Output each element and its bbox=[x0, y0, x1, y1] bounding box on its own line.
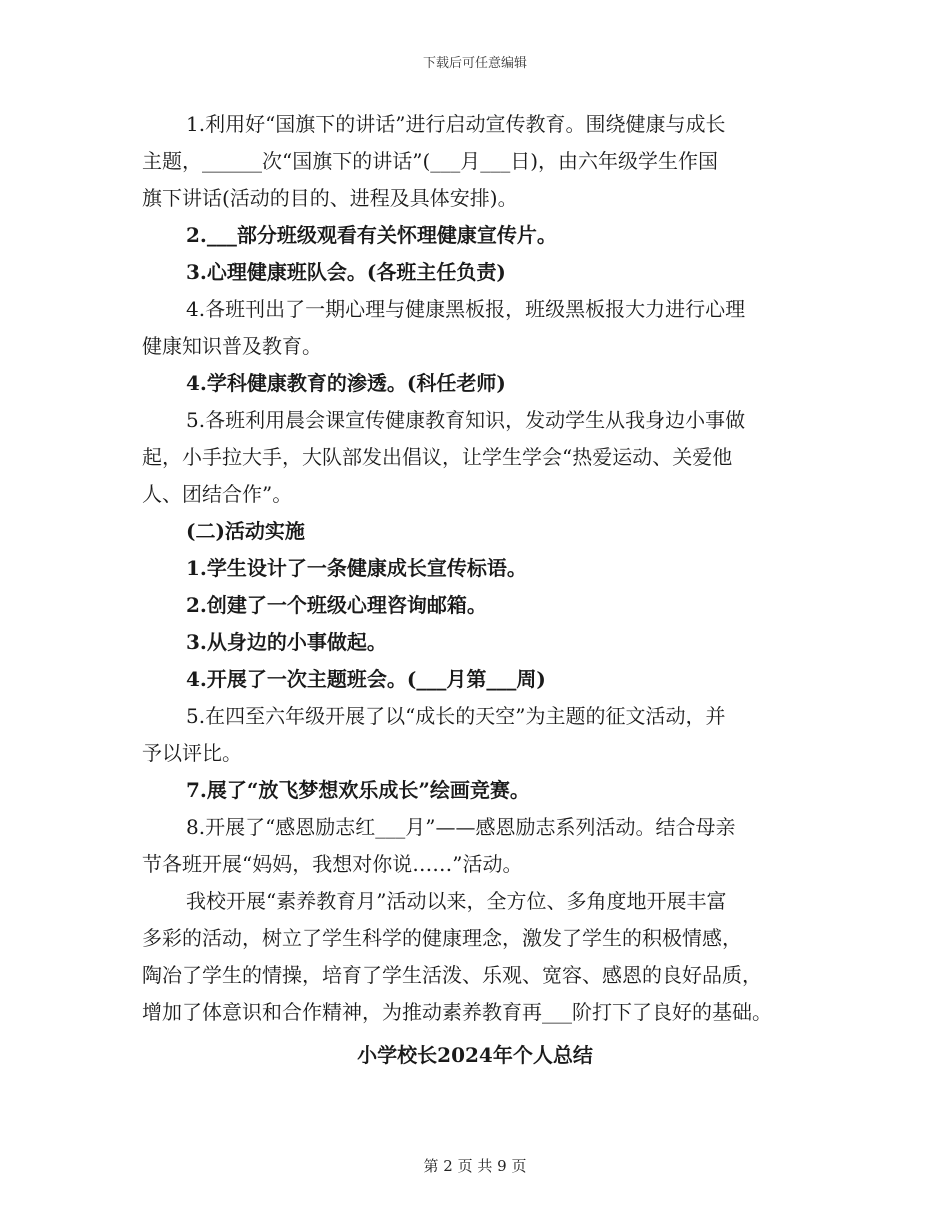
paragraph-line: 1.利用好“国旗下的讲话”进行启动宣传教育。围绕健康与成长 bbox=[186, 112, 726, 136]
section-title: 小学校长2024年个人总结 bbox=[357, 1043, 593, 1067]
document-body bbox=[142, 106, 832, 1031]
page-number: 第 2 页 共 9 页 bbox=[423, 1157, 527, 1175]
paragraph-line: 2.创建了一个班级心理咨询邮箱。 bbox=[186, 593, 487, 617]
paragraph-line: 健康知识普及教育。 bbox=[142, 334, 322, 358]
paragraph-line: 予以评比。 bbox=[142, 741, 242, 765]
header-note: 下载后可任意编辑 bbox=[422, 56, 527, 71]
paragraph-line: 起，小手拉大手，大队部发出倡议，让学生学会“热爱运动、关爱他 bbox=[142, 445, 733, 469]
paragraph-line: 旗下讲话(活动的目的、进程及具体安排)。 bbox=[142, 186, 518, 210]
paragraph-line: 4.学科健康教育的渗透。(科任老师) bbox=[186, 371, 506, 395]
paragraph-line: 4.开展了一次主题班会。(___月第___周) bbox=[186, 667, 546, 691]
paragraph-line: 5.各班利用晨会课宣传健康教育知识，发动学生从我身边小事做 bbox=[186, 408, 746, 432]
paragraph-line: 陶冶了学生的情操，培育了学生活泼、乐观、宽容、感恩的良好品质， bbox=[142, 963, 762, 987]
paragraph-line: 4.各班刊出了一期心理与健康黑板报，班级黑板报大力进行心理 bbox=[186, 297, 746, 321]
section-heading: (二)活动实施 bbox=[186, 519, 305, 543]
paragraph-line: 8.开展了“感恩励志红___月”——感恩励志系列活动。结合母亲 bbox=[186, 815, 736, 839]
paragraph-line: 3.从身边的小事做起。 bbox=[186, 630, 387, 654]
paragraph-line: 多彩的活动，树立了学生科学的健康理念，激发了学生的积极情感， bbox=[142, 926, 742, 950]
paragraph-line: 增加了体意识和合作精神，为推动素养教育再___阶打下了良好的基础。 bbox=[142, 1000, 772, 1024]
paragraph-line: 节各班开展“妈妈，我想对你说……”活动。 bbox=[142, 852, 523, 876]
paragraph-line: 5.在四至六年级开展了以“成长的天空”为主题的征文活动，并 bbox=[186, 704, 726, 728]
paragraph-line: 3.心理健康班队会。(各班主任负责) bbox=[186, 260, 506, 284]
paragraph-line: 主题，______次“国旗下的讲话”(___月___日)，由六年级学生作国 bbox=[142, 149, 719, 173]
paragraph-line: 人、团结合作”。 bbox=[142, 482, 293, 506]
paragraph-line: 2.___部分班级观看有关怀理健康宣传片。 bbox=[186, 223, 557, 247]
paragraph-line: 我校开展“素养教育月”活动以来，全方位、多角度地开展丰富 bbox=[186, 889, 727, 913]
paragraph-line: 1.学生设计了一条健康成长宣传标语。 bbox=[186, 556, 527, 580]
paragraph-line: 7.展了“放飞梦想欢乐成长”绘画竞赛。 bbox=[186, 778, 530, 802]
